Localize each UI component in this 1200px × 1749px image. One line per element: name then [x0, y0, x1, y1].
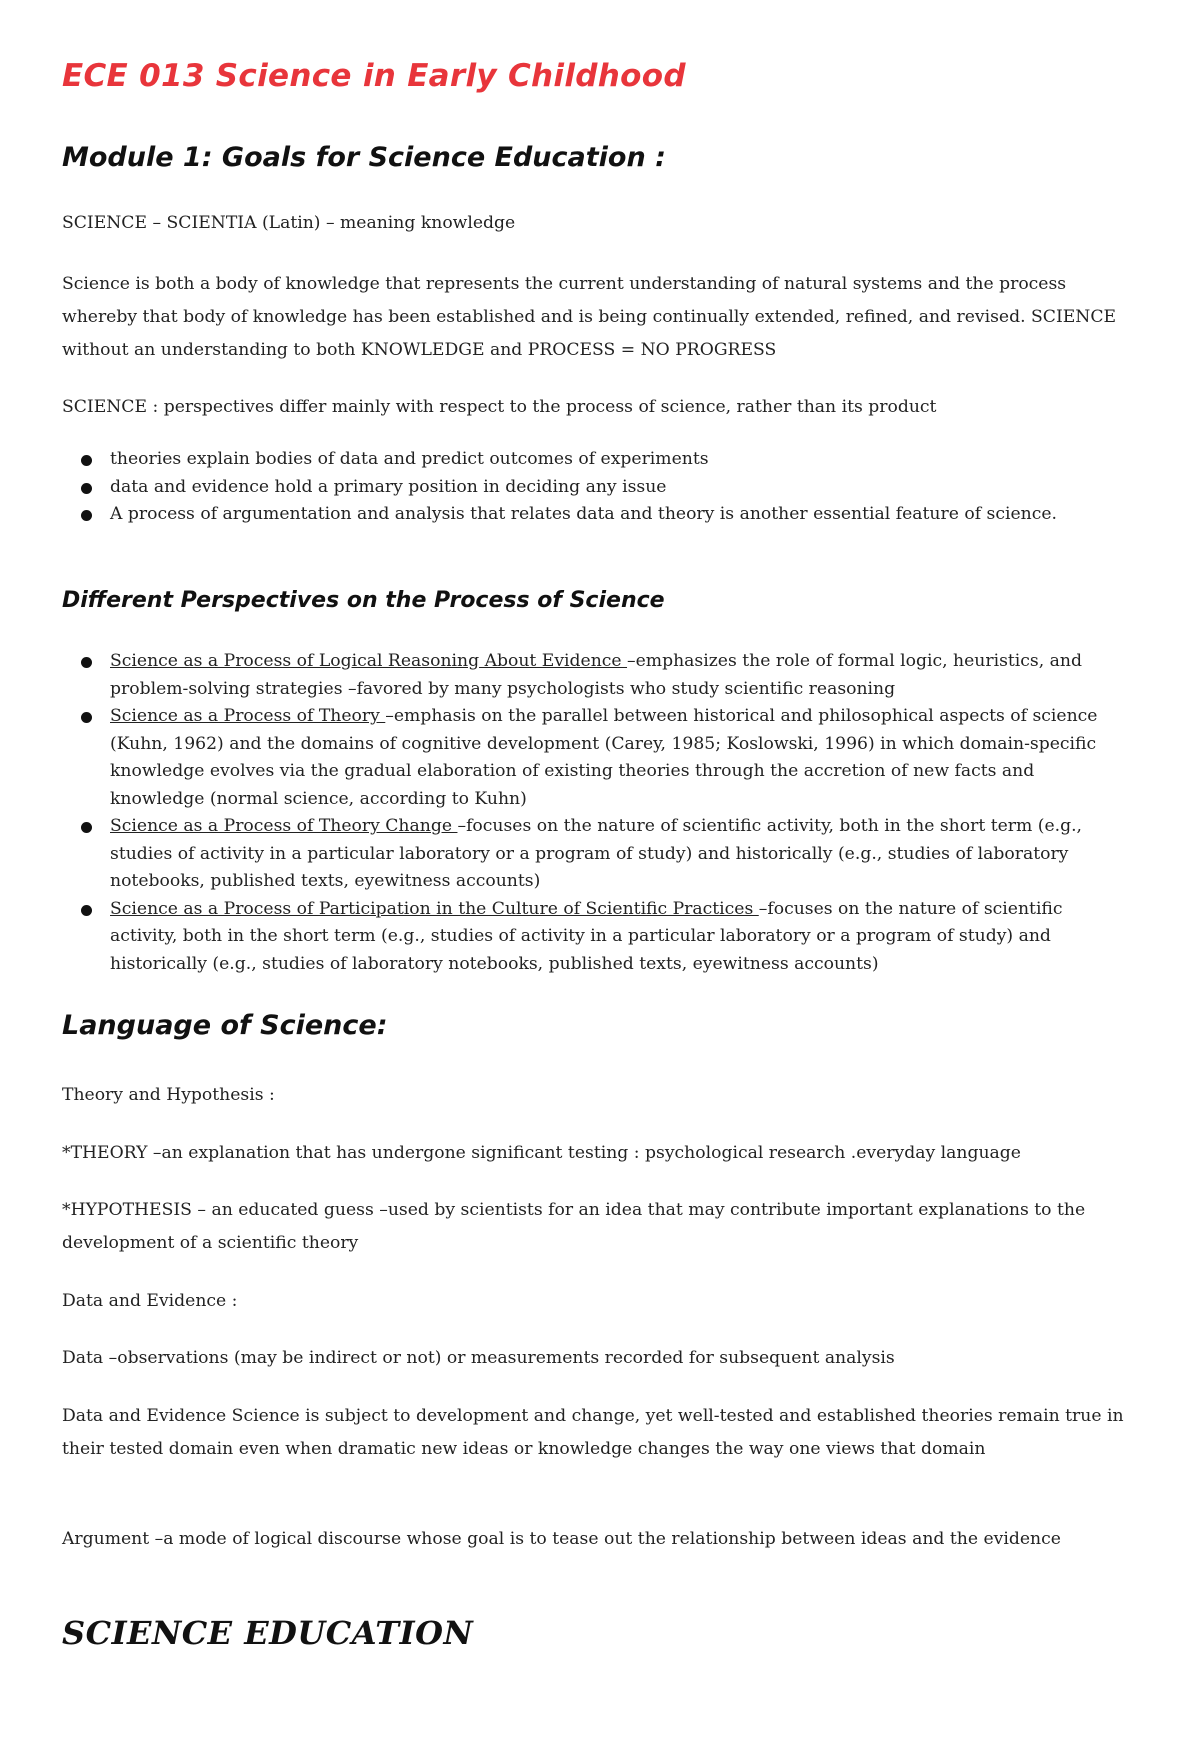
perspectives-heading: Different Perspectives on the Process of Science — [62, 588, 665, 613]
list-item: theories explain bodies of data and predict outcomes of experiments — [62, 446, 1132, 474]
language-heading: Language of Science: — [62, 1010, 388, 1041]
document-title: ECE 013 Science in Early Childhood — [62, 58, 686, 94]
list-item: A process of argumentation and analysis that relates data and theory is another essential feature of science. — [62, 501, 1132, 529]
perspective-term: Science as a Process of Theory — [110, 706, 386, 726]
list-item — [62, 896, 1132, 979]
data-evidence-paragraph: Data and Evidence Science is subject to development and change, yet well-tested and established theories remain true in their tested domain even when dramatic new ideas or knowledge changes the way one views that domain — [62, 1406, 1124, 1459]
module-heading: Module 1: Goals for Science Education : — [62, 142, 666, 173]
list-item: data and evidence hold a primary position in deciding any issue — [62, 474, 1132, 502]
perspectives-intro: SCIENCE : perspectives differ mainly with respect to the process of science, rather than its product — [62, 397, 937, 417]
bullet-icon — [81, 455, 92, 466]
bullet-icon — [81, 657, 92, 668]
data-definition: Data –observations (may be indirect or not) or measurements recorded for subsequent analysis — [62, 1348, 895, 1368]
science-definition: SCIENCE – SCIENTIA (Latin) – meaning knowledge — [62, 213, 516, 233]
perspectives-list — [62, 648, 1132, 978]
bullet-icon — [81, 822, 92, 833]
perspective-text: –focuses on the nature of scientific activity, both in the short term (e.g., studies of activity in a particular laboratory or a program of study) and historically (e.g., studies of laboratory notebooks, published texts, eyewitness accounts) — [110, 816, 1083, 891]
bullet-icon — [81, 712, 92, 723]
perspective-term: Science as a Process of Participation in the Culture of Scientific Practices — [110, 898, 759, 919]
list-item — [62, 813, 1132, 896]
science-paragraph: Science is both a body of knowledge that represents the current understanding of natural systems and the process whereby that body of knowledge has been established and is being continually extended, refined, and revised. SCIENCE without an understanding to both KNOWLEDGE and PROCESS = NO PROGRESS — [62, 274, 1117, 360]
science-education-heading: SCIENCE EDUCATION — [62, 1614, 474, 1652]
list-item — [62, 648, 1132, 703]
data-evidence-label: Data and Evidence : — [62, 1291, 238, 1311]
theory-definition: *THEORY –an explanation that has undergone significant testing : psychological research .everyday language — [62, 1143, 1021, 1163]
perspective-text: –emphasis on the parallel between historical and philosophical aspects of science (Kuhn, 1962) and the domains of cognitive development (Carey, 1985; Koslowski, 1996) in which domain-specific knowledge evolves via the gradual elaboration of existing theories through the accretion of new facts and knowledge (normal science, according to Kuhn) — [110, 706, 1098, 809]
perspective-text: –focuses on the nature of scientific activity, both in the short term (e.g., studies of activity in a particular laboratory or a program of study) and historically (e.g., studies of laboratory notebooks, published texts, eyewitness accounts) — [110, 898, 1063, 974]
perspective-term: Science as a Process of Theory Change — [110, 816, 458, 836]
bullet-icon — [81, 483, 92, 494]
list-item — [62, 703, 1132, 813]
hypothesis-definition: *HYPOTHESIS – an educated guess –used by scientists for an idea that may contribute important explanations to the development of a scientific theory — [62, 1200, 1086, 1253]
bullet-icon — [81, 510, 92, 521]
argument-definition: Argument –a mode of logical discourse whose goal is to tease out the relationship between ideas and the evidence — [62, 1529, 1061, 1549]
perspective-term: Science as a Process of Logical Reasoning About Evidence — [110, 651, 628, 671]
perspective-text: –emphasizes the role of formal logic, heuristics, and problem-solving strategies –favored by many psychologists who study scientific reasoning — [110, 651, 1082, 699]
science-features-list — [62, 446, 1132, 529]
theory-hypothesis-label: Theory and Hypothesis : — [62, 1085, 275, 1105]
bullet-icon — [81, 905, 92, 916]
